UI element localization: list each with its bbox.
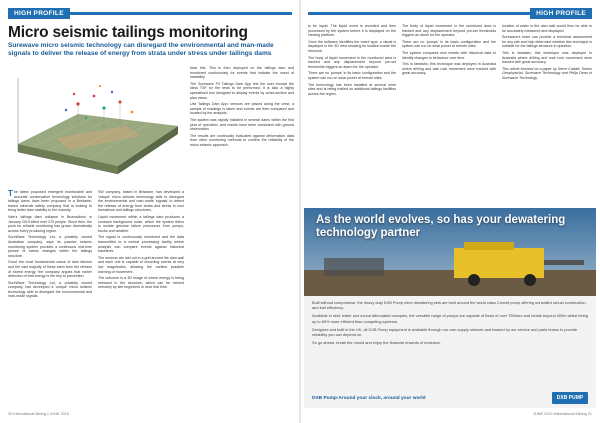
author-credit: This article focused on a paper by Steve Caddie, Senior Geophysicist, Surewave Technology and Philip Dean of Surewave Technology. — [502, 66, 592, 80]
seismic-event — [73, 93, 75, 95]
seismic-event — [131, 111, 134, 114]
article-column-3: bear this. This is then deployed on the tailings dam and monitored continuously for events that indicate the onset of instability. The Surewave P3 Tailings Dam App lets the user choose the Ideal TSF for the tests to be performed. It is also a highly specialised tool designed to display events by cross-section and plan views. Use Tailings Dam App: sensors are placed along the crest, a sample of readings is taken and events are then compared and located by the analysts. The system was rapidly installed in several dams within the first year of operation, and results have been consistent with ground observation. The results are continually evaluated against deformation data from other monitoring methods to confirm the reliability of the micro seismic approach. — [190, 66, 294, 147]
article-column-6: location of water in the dam wall would then be able to be accurately measured and displayed. Surewave's team can provide a technical assessment for any site and help determine whether this technique is suitable for the tailings structure in question. This is fantastic; this technique was deployed in Australia where drilling and wall rock movement were tracked with great accuracy. This article focused on a paper by Steve Caddie, Senior Geophysicist, Surewave Technology and Philip Dean of Surewave Technology. — [502, 24, 592, 80]
section-label-left: HIGH PROFILE — [8, 8, 70, 19]
section-rule-left — [70, 12, 292, 15]
folio-right: JUNE 2019 International Mining 21 — [533, 412, 592, 416]
seismic-figure — [8, 66, 184, 186]
pump-wheel — [468, 274, 480, 286]
section-label-right: HIGH PROFILE — [530, 8, 592, 19]
article-standfirst: Surewave micro seismic technology can disregard the environmental and man-made signals to deliver the release of energy from strata under stress under tailings dams — [8, 42, 274, 57]
pump-wheel — [524, 274, 536, 286]
dxb-advert[interactable] — [304, 208, 596, 408]
article-column-2: SW company, based in Brisbane, has developed a 'unique' micro seismic technology able to disregard the environmental and man-made 'signals' to detect the release of energy from strata and stress in rock formations and tailings structures. Liquid movement within a tailings dam produces a constant background noise, which the system filters to isolate genuine failure precursors from pumps, trucks and weather. The signal is continuously monitored and the data transmitted to a central processing facility where analysts can compare events against historical baselines. The sensors are laid out in a grid around the dam wall and each unit is capable of recording events at very low magnitudes, allowing the earliest possible warning of movement. The outcome is a 3D image of where energy is being released in the structure, which can be viewed remotely by site engineers in near real time. — [98, 190, 184, 290]
article-headline: Micro seismic tailings monitoring — [8, 24, 248, 41]
article-column-4: to be liquid. The liquid event is recorded and then processed by the system before it is displayed on the viewing platform. Once the software identifies the event type, a visual is displayed in the 3D view showing its location inside the structure. The body of liquid movement in the monitored area is tracked and any displacement beyond pre-set thresholds triggers an alarm for the operator. There are no 'pumps' in its basic configuration and the system can run on solar power at remote sites. The technology has been installed at several mine sites and is being trialled on additional tailings facilities across the region. — [308, 24, 396, 96]
section-rule-right — [308, 12, 530, 15]
section-header-left — [8, 8, 292, 19]
article-column-5: The body of liquid movement in the monitored area is tracked and any displacement beyond pre-set thresholds triggers an alarm for the operator. There are no 'pumps' in its basic configuration and the system can run on solar power at remote sites. The system compares new events with historical data to identify changes in behaviour over time. This is fantastic; this technique was deployed in Australia where drilling and wall rock movement were tracked with great accuracy. — [402, 24, 496, 76]
seismic-event — [111, 91, 113, 93]
seismic-3d-plot — [8, 66, 184, 186]
folio-left: 20 International Mining | JUNE 2019 — [8, 412, 69, 416]
dxb-logo[interactable]: DXB PUMP — [552, 392, 588, 404]
seismic-event — [93, 95, 96, 98]
seismic-event — [65, 109, 67, 111]
seismic-event — [85, 117, 87, 119]
article-column-1: The latest proposed emergent monitorable and accurate conservation technology solutions for tailings dams have been proposed in a Brisbane-based minerals safety company that is looking to bring better dam stability to the industry. Vale's tailings dam collapse in Brumadinho in January 2019 killed over 270 people. Since then, the push for reliable monitoring has grown dramatically across every producing region. SureWave Technology Ltd, a privately owned Australian company, says its passive seismic monitoring system provides a continuous real-time picture of stress changes within the tailings structure. Good' the most fundamental cause of dam failures and the vast majority of these stem from the release of stored energy; the company argues that earlier detection of that energy is the key to prevention. SureWave Technology Ltd, a privately owned company, has developed a 'unique' micro seismic technology able to disregard the environmental and man-made signals. — [8, 190, 92, 299]
pump-body — [454, 248, 544, 278]
page-gutter — [299, 0, 301, 423]
section-header-right — [308, 8, 592, 19]
ad-body: Built without compromise, the heavy duty DXB Pump mine dewatering sets are built around the world class Cornell pump offering unrivalled robust construction and fuel efficiency. Available in skid, trailer and sound attenuated canopies, the versatile range of pumps are capable of flows of over 700l/sec and heads beyond 400m whilst being up to 60% more efficient than competing systems. Designed and built in the UK, all DXB Pump equipment is available through our own supply network and backed by our service and parts teams to provide reliability you can depend on. So go ahead, break the mould and enjoy the financial rewards of evolution. — [312, 300, 588, 346]
seismic-event — [99, 85, 101, 87]
pump-hose — [544, 260, 584, 265]
ad-strapline: DXB Pump-Around your clock, around your world — [312, 396, 426, 401]
ad-headline: As the world evolves, so has your dewatering technology partner — [316, 214, 566, 239]
